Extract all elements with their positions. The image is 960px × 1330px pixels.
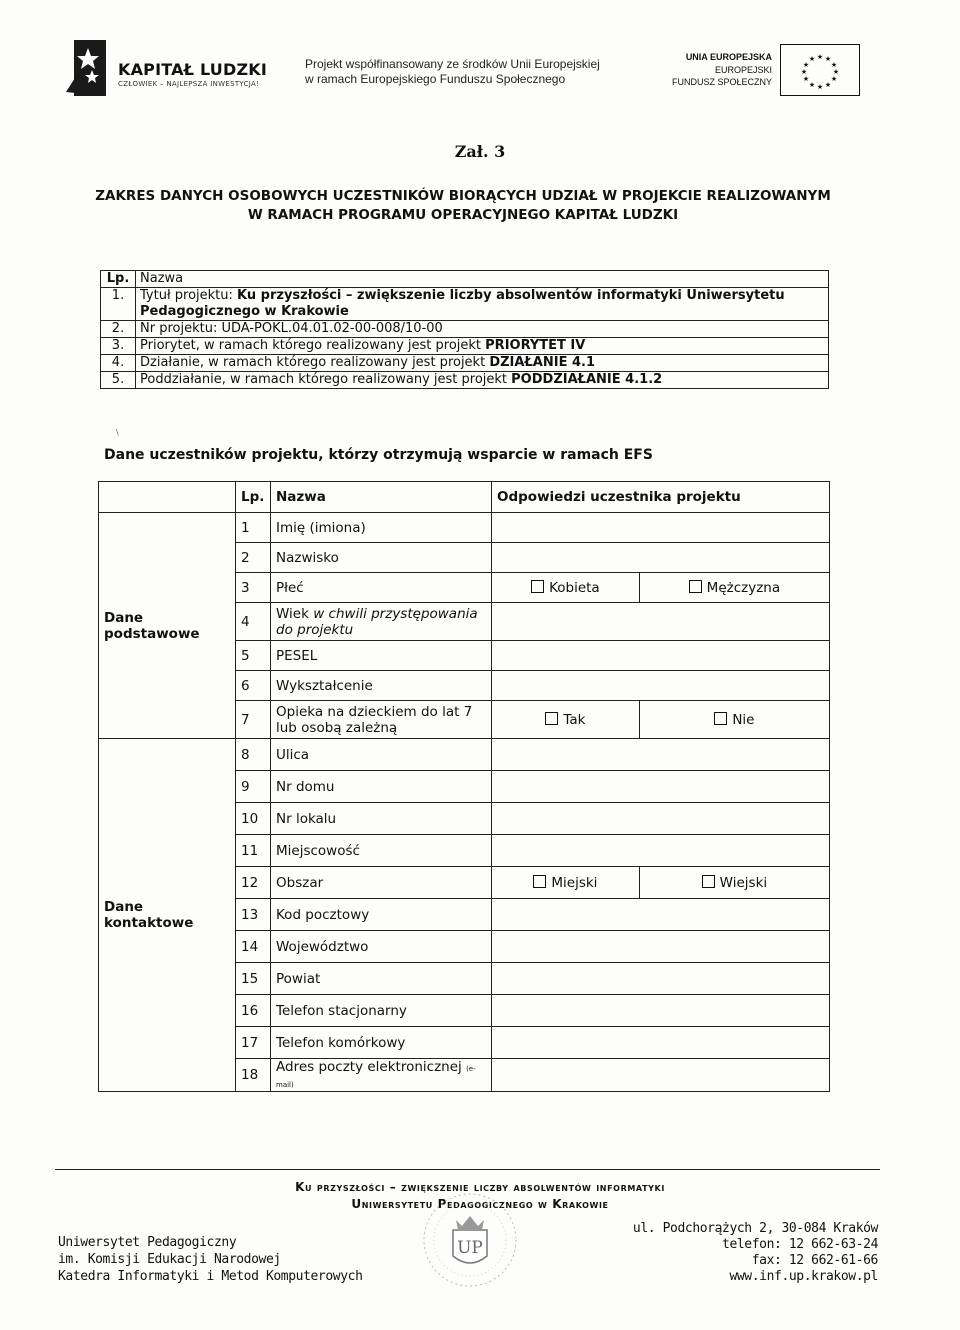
street-address: ul. Podchorążych 2, 30-084 Kraków xyxy=(632,1221,878,1236)
answer-county-field[interactable] xyxy=(492,963,830,995)
footer-title-line-2: Uniwersytetu Pedagogicznego w Krakowie xyxy=(351,1197,609,1211)
area-rural-option[interactable] xyxy=(639,867,829,899)
row-number: 7 xyxy=(236,701,271,739)
section-title: Dane uczestników projektu, którzy otrzymują wsparcie w ramach EFS xyxy=(104,447,653,463)
table-row xyxy=(101,338,829,355)
option-label: Nie xyxy=(732,711,755,728)
row-number: 5. xyxy=(101,372,136,389)
header-lp: Lp. xyxy=(236,482,271,513)
answer-first-name-field[interactable] xyxy=(492,513,830,543)
row-number: 3 xyxy=(236,573,271,603)
field-label: Płeć xyxy=(271,573,492,603)
row-number: 12 xyxy=(236,867,271,899)
field-label: Obszar xyxy=(271,867,492,899)
table-row xyxy=(101,355,829,372)
table-row xyxy=(101,321,829,338)
footer-address-left xyxy=(58,1234,363,1285)
field-label: Ulica xyxy=(271,739,492,771)
answer-landline-field[interactable] xyxy=(492,995,830,1027)
row-number: 15 xyxy=(236,963,271,995)
row-number: 10 xyxy=(236,803,271,835)
measure-cell xyxy=(136,355,829,372)
care-no-option[interactable] xyxy=(639,701,829,739)
answer-pesel-field[interactable] xyxy=(492,641,830,671)
kapital-ludzki-subtitle: CZŁOWIEK – NAJLEPSZA INWESTYCJA! xyxy=(118,80,260,88)
university-patron: im. Komisji Edukacji Narodowej xyxy=(58,1252,281,1267)
answer-mobile-field[interactable] xyxy=(492,1027,830,1059)
row-number: 1. xyxy=(101,288,136,321)
department-name: Katedra Informatyki i Metod Komputerowych xyxy=(58,1269,363,1284)
svg-text:★: ★ xyxy=(802,75,810,83)
row-label: Poddziałanie, w ramach którego realizowany jest projekt xyxy=(140,372,512,387)
eu-line-3: FUNDUSZ SPOŁECZNY xyxy=(671,77,772,87)
document-title-line-2: W RAMACH PROGRAMU OPERACYJNEGO KAPITAŁ LUDZKI xyxy=(247,207,679,223)
row-number: 2. xyxy=(101,321,136,338)
participant-data-table xyxy=(98,481,830,1092)
project-title-value: Ku przyszłości – zwiększenie liczby absolwentów informatyki Uniwersytetu Pedagogicznego w Krakowie xyxy=(140,288,785,319)
table-row xyxy=(99,739,830,771)
row-number: 18 xyxy=(236,1059,271,1092)
row-number: 13 xyxy=(236,899,271,931)
checkbox-icon[interactable] xyxy=(702,875,715,888)
stray-mark: \ xyxy=(116,428,119,437)
eu-line-2: EUROPEJSKI xyxy=(714,65,772,75)
footer-address-right xyxy=(633,1221,878,1285)
svg-text:★: ★ xyxy=(824,81,832,89)
group-basic-data: Dane podstawowe xyxy=(99,513,236,739)
answer-apartment-field[interactable] xyxy=(492,803,830,835)
option-label: Kobieta xyxy=(549,579,600,596)
svg-text:★: ★ xyxy=(800,68,808,76)
svg-text:★: ★ xyxy=(808,81,816,89)
row-number: 11 xyxy=(236,835,271,867)
row-label: Tytuł projektu: xyxy=(140,288,238,303)
row-number: 2 xyxy=(236,543,271,573)
submeasure-cell xyxy=(136,372,829,389)
answer-surname-field[interactable] xyxy=(492,543,830,573)
field-label-text: Wiek xyxy=(276,605,314,622)
option-label: Mężczyzna xyxy=(706,579,781,596)
field-label-small: (e-mail) xyxy=(276,1065,476,1089)
field-label xyxy=(271,603,492,641)
header-lp: Lp. xyxy=(101,271,136,288)
university-seal-icon xyxy=(420,1190,520,1290)
answer-voivodeship-field[interactable] xyxy=(492,931,830,963)
phone-number: telefon: 12 662-63-24 xyxy=(722,1237,878,1252)
field-label-italic: w chwili przystępowania do projektu xyxy=(276,605,478,638)
header-name: Nazwa xyxy=(271,482,492,513)
checkbox-icon[interactable] xyxy=(714,712,727,725)
row-label: Nr projektu: UDA-POKL.04.01.02-00-008/10-00 xyxy=(140,321,443,336)
header-name: Nazwa xyxy=(136,271,829,288)
attachment-number: Zał. 3 xyxy=(454,142,506,161)
svg-text:★: ★ xyxy=(816,53,824,61)
option-label: Wiejski xyxy=(719,874,768,891)
field-label xyxy=(271,1059,492,1092)
row-number: 5 xyxy=(236,641,271,671)
row-number: 1 xyxy=(236,513,271,543)
field-label: Powiat xyxy=(271,963,492,995)
priority-value: PRIORYTET IV xyxy=(485,338,586,353)
priority-cell xyxy=(136,338,829,355)
row-number: 9 xyxy=(236,771,271,803)
field-label: Telefon komórkowy xyxy=(271,1027,492,1059)
eu-line-1: UNIA EUROPEJSKA xyxy=(685,52,772,62)
project-number-cell xyxy=(136,321,829,338)
footer-title-line-1: Ku przyszłości – zwiększenie liczby absolwentów informatyki xyxy=(295,1180,665,1194)
row-number: 6 xyxy=(236,671,271,701)
answer-education-field[interactable] xyxy=(492,671,830,701)
checkbox-icon[interactable] xyxy=(533,875,546,888)
fax-number: fax: 12 662-61-66 xyxy=(751,1253,878,1268)
svg-text:★: ★ xyxy=(816,83,824,91)
svg-text:★: ★ xyxy=(830,61,838,69)
row-number: 8 xyxy=(236,739,271,771)
measure-value: DZIAŁANIE 4.1 xyxy=(489,355,596,370)
website-link[interactable]: www.inf.up.krakow.pl xyxy=(729,1269,878,1284)
table-row xyxy=(101,271,829,288)
table-header-row xyxy=(99,482,830,513)
field-label: Wykształcenie xyxy=(271,671,492,701)
group-contact-data: Dane kontaktowe xyxy=(99,739,236,1092)
table-row xyxy=(99,513,830,543)
row-number: 4. xyxy=(101,355,136,372)
kapital-ludzki-logo-icon xyxy=(66,40,106,96)
group-header-empty xyxy=(99,482,236,513)
header-answer: Odpowiedzi uczestnika projektu xyxy=(492,482,830,513)
answer-postal-code-field[interactable] xyxy=(492,899,830,931)
field-label: Miejscowość xyxy=(271,835,492,867)
option-label: Tak xyxy=(563,711,586,728)
field-label-text: Adres poczty elektronicznej xyxy=(276,1059,467,1075)
row-number: 16 xyxy=(236,995,271,1027)
university-name: Uniwersytet Pedagogiczny xyxy=(58,1235,237,1250)
field-label: Telefon stacjonarny xyxy=(271,995,492,1027)
care-yes-option[interactable] xyxy=(492,701,640,739)
svg-text:★: ★ xyxy=(808,55,816,63)
seal-letters: UP xyxy=(457,1238,483,1258)
answer-city-field[interactable] xyxy=(492,835,830,867)
option-label: Miejski xyxy=(551,874,598,891)
svg-text:★: ★ xyxy=(832,68,840,76)
answer-age-field[interactable] xyxy=(492,603,830,641)
field-label: Opieka na dzieckiem do lat 7 lub osobą zależną xyxy=(271,701,492,739)
project-title-cell xyxy=(136,288,829,321)
field-label: PESEL xyxy=(271,641,492,671)
answer-house-number-field[interactable] xyxy=(492,771,830,803)
checkbox-icon[interactable] xyxy=(689,580,702,593)
field-label: Nr domu xyxy=(271,771,492,803)
footer-divider xyxy=(55,1169,880,1170)
svg-text:★: ★ xyxy=(802,61,810,69)
answer-email-field[interactable] xyxy=(492,1059,830,1092)
checkbox-icon[interactable] xyxy=(545,712,558,725)
kapital-ludzki-title: KAPITAŁ LUDZKI xyxy=(118,60,268,79)
field-label: Imię (imiona) xyxy=(271,513,492,543)
cofinancing-line-1: Projekt współfinansowany ze środków Unii Europejskiej xyxy=(305,57,600,71)
row-number: 3. xyxy=(101,338,136,355)
eu-flag-icon xyxy=(780,44,860,96)
cofinancing-line-2: w ramach Europejskiego Funduszu Społecznego xyxy=(305,72,566,86)
answer-street-field[interactable] xyxy=(492,739,830,771)
svg-text:★: ★ xyxy=(830,75,838,83)
checkbox-icon[interactable] xyxy=(531,580,544,593)
document-title-line-1: ZAKRES DANYCH OSOBOWYCH UCZESTNIKÓW BIORĄCYCH UDZIAŁ W PROJEKCIE REALIZOWANYM xyxy=(95,188,831,204)
row-number: 14 xyxy=(236,931,271,963)
table-row xyxy=(101,288,829,321)
field-label: Województwo xyxy=(271,931,492,963)
row-label: Działanie, w ramach którego realizowany jest projekt xyxy=(140,355,490,370)
field-label: Nr lokalu xyxy=(271,803,492,835)
row-number: 4 xyxy=(236,603,271,641)
row-number: 17 xyxy=(236,1027,271,1059)
svg-text:★: ★ xyxy=(824,55,832,63)
submeasure-value: PODDZIAŁANIE 4.1.2 xyxy=(511,372,663,387)
project-info-table xyxy=(100,270,829,389)
field-label: Nazwisko xyxy=(271,543,492,573)
gender-male-option[interactable] xyxy=(639,573,829,603)
row-label: Priorytet, w ramach którego realizowany jest projekt xyxy=(140,338,486,353)
field-label: Kod pocztowy xyxy=(271,899,492,931)
gender-female-option[interactable] xyxy=(492,573,640,603)
table-row xyxy=(101,372,829,389)
area-urban-option[interactable] xyxy=(492,867,640,899)
